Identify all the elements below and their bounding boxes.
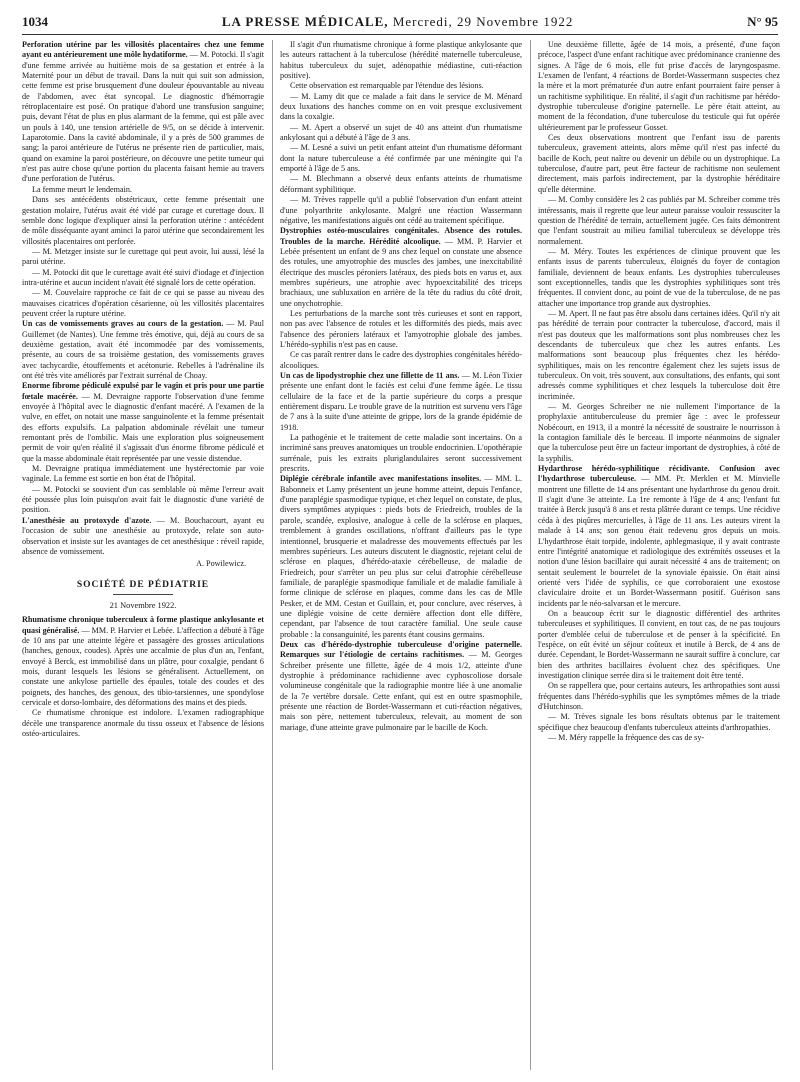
issue-date: Mercredi, 29 Novembre 1922 <box>392 14 574 29</box>
paragraph-text: — M. Potocki. Il s'agit d'une femme arrivée au huitième mois de sa gestation et entrée à la Maternité pour un début de travail. Dans la nuit qui suit son admission, cette femme est prise brusquement d'une douleur épouvantable au niveau de l'abdomen, avec état syncopal. Le diagnostic d'hémorragie rétroplacentaire est posé. On pratique d'abord une transfusion sanguine; puis, devant l'état de plus en plus alarmant de la femme, qui est pâle avec un pouls à 140, une tension artérielle de 9/5, on se décide à intervenir. Laparotomie. Dans la cavité abdominale, il y a près de 500 grammes de sang; la paroi antérieure de l'utérus ne présente rien de particulier, mais, quand on examine la paroi postérieure, on découvre une petite tumeur qui n'est pas autre chose qu'une portion du placenta faisant hernie au travers d'une perforation de l'utérus. <box>22 50 264 184</box>
paragraph-heading: Un cas de vomissements graves au cours de la gestation. <box>22 319 224 329</box>
paragraph-heading: Enorme fibrome pédiculé expulsé par le vagin et pris pour une partie fœtale macérée. <box>22 381 264 401</box>
paragraph <box>280 371 522 433</box>
paragraph-heading: Un cas de lipodystrophie chez une fillette de 11 ans. <box>280 371 460 380</box>
paragraph: Une deuxième fillette, âgée de 14 mois, a présenté, d'une façon précoce, l'aspect d'une enfant rachitique avec prédominance cranienne des signes. A l'âge de 6 mois, elle fut prise d'accès de laryngospasme. L'examen de l'enfant, 4 réactions de Bordet-Wassermann suspectes chez la mère et la mort prématurée d'un autre enfant pourraient faire penser à un rachitisme syphilitique. En réalité, il s'agit d'un rachitisme par hérédo-dystrophie tuberculeuse d'origine paternelle. Le père était atteint, au moment de la fécondation, d'une tuberculose du testicule qui fut opérée ultérieurement par le professeur Gosset. <box>538 40 780 132</box>
paragraph: — M. Apert. Il ne faut pas être absolu dans certaines idées. Qu'il n'y ait pas hérédité de terrain pour contracter la tuberculose, d'accord, mais il n'est pas douteux que les malformations sont plus nombreuses chez les descendants de tuberculeux que chez les autres enfants. Les malformations sont beaucoup plus fréquentes chez les hérédo-syphilitiques, mais on les rencontre également chez les sujets issus de tuberculeux. On voit, très souvent, aux consultations, des enfants, qui sont adressés comme syphilitiques et chez lesquels la tuberculose doit être incriminée. <box>538 308 780 401</box>
paragraph: On a beaucoup écrit sur le diagnostic différentiel des arthrites tuberculeuses et syphilitiques. Il convient, en tout cas, de ne pas toujours porter d'emblée celui de tuberculose et de penser à la spécificité. En l'espèce, on eût évité un séjour coûteux et inutile à Berck, de 4 ans de durée. Cependant, le Bordet-Wassermann ne saurait suffire à conclure, car bien des arthrites bacillaires évoluent chez des spécifiques. Une investigation clinique serrée dira si le traitement doit être tenté. <box>538 608 780 680</box>
header-rule <box>22 34 778 35</box>
paragraph-heading: L'anesthésie au protoxyde d'azote. <box>22 515 152 525</box>
paragraph-text: — MM. P. Harvier et Lebée. L'affection a débuté à l'âge de 10 ans par une atteinte légère et passagère des grosses articulations (hanches, genoux, coudes). Après une accalmie de plus d'un an, l'enfant, envoyé à Berck, est immobilisé dans un plâtre, pour coxalgie, pendant 6 mois, durant lesquels les lésions se généralisent. Actuellement, on constate une ankylose partielle des épaules, totale des coudes et des poignets, des hanches, des genoux, des tibio-tarsiennes, une spondylose cervicale et dorso-lombaire, des déformations des mains et des pieds. <box>22 625 264 707</box>
paragraph-heading: Hydarthrose hérédo-syphilitique récidivante. Confusion avec l'hydarthrose tuberculeuse. <box>538 464 780 484</box>
column-separator <box>272 40 273 1070</box>
column-separator <box>530 40 531 1070</box>
paragraph-heading: Diplégie cérébrale infantile avec manifestations insolites. <box>280 474 482 484</box>
paragraph: — M. Méry. Toutes les expériences de clinique prouvent que les enfants issus de parents tuberculeux, éloignés du foyer de contagion familiale, deviennent de beaux enfants. Les dystrophies tuberculeuses sont exceptionnelles, tandis que les dystrophies syphilitiques sont très fréquentes. Il convient donc, au point de vue de la tuberculose, de ne pas attacher une importance trop grande aux dystrophies. <box>538 246 780 308</box>
paragraph: La pathogénie et le traitement de cette maladie sont incertains. On a incriminé sans preuves anatomiques un trouble endocrinien. L'opothérapie surrénale, puis les extraits pluriglandulaires seront successivement prescrits. <box>280 433 522 474</box>
paragraph: Ces deux observations montrent que l'enfant issu de parents tuberculeux, gravement atteints, alors même qu'il n'est pas infecté du bacille de Koch, peut naître ou devenir un débile ou un dystrophique. La tuberculose, d'autre part, peut être facteur de rachitisme non seulement directement, mais parfois indirectement, par la dystrophie héréditaire qu'elle détermine. <box>538 133 780 194</box>
paragraph: — M. Trèves rappelle qu'il a publié l'observation d'un enfant atteint d'une polyarthrite ankylosante. Malgré une réaction Wassermann négative, les manifestations aiguës ont cédé au traitement spécifique. <box>280 195 522 225</box>
paragraph: Cette observation est remarquable par l'étendue des lésions. <box>290 81 484 91</box>
paragraph: — M. Comby considère les 2 cas publiés par M. Schreiber comme très intéressants, mais il regrette que leur auteur paraisse vouloir ressusciter la question de l'hérédité de terrain, actuellement jugée. Ces faits démontrent que l'enfant soustrait au milieu familial tuberculeux se développe très normalement. <box>538 195 780 246</box>
paragraph-text: — M. Paul Guillemet (de Nantes). Une femme très émotive, qui, déjà au cours de sa deuxième gestation, avait été incommodée par des vomissements, présente, au cours de sa troisième gestation, des vomissements graves avec tachycardie, étouffements et acétonurie. Rebelles à l'adrénaline ils ont été très vite améliorés par l'extrait surrénal de Choay. <box>22 319 264 380</box>
paragraph: — M. Couvelaire rapproche ce fait de ce qui se passe au niveau des mauvaises cicatrices d'opération césarienne, où les villosités placentaires peuvent créer la rupture utérine. <box>22 288 264 318</box>
journal-name: LA PRESSE MÉDICALE, <box>221 14 389 29</box>
paragraph: — M. Trèves signale les bons résultats obtenus par le traitement spécifique chez beaucoup d'enfants tuberculeux atteints d'arthropathies. <box>538 712 780 732</box>
paragraph-text: — M. Georges Schreiber présente une fillette, âgée de 4 mois 1/2, atteinte d'une dystrophie à prédominance rachidienne avec cyphoscoliose dorsale volumineuse congénitale que la radiographie montre liée à une anomalie de la 7e vertèbre dorsale. Cette enfant, qui est en outre spasmophile, présente une réaction de Bordet-Wassermann et cuti-réaction négatives, mais son père, nettement tuberculeux, relevait, au moment de son mariage, d'une atteinte grave pulmonaire par le bacille de Koch. <box>280 650 522 732</box>
paragraph <box>22 40 264 185</box>
journal-title <box>222 14 574 30</box>
paragraph: Ce rhumatisme chronique est indolore. L'examen radiographique décèle une transparence anormale du tissu osseux et l'absence de lésions ostéo-articulaires. <box>22 708 264 738</box>
author-signature: A. Powilewicz. <box>196 559 246 569</box>
section-rule <box>113 594 173 595</box>
paragraph: Les perturbations de la marche sont très curieuses et sont en rapport, non pas avec l'absence de rotules et les difformités des pieds, mais avec l'absence des péroniers latéraux et l'amyotrophie globale des jambes. L'hérédo-syphilis n'est pas en cause. <box>280 308 522 349</box>
column-2 <box>280 40 522 1076</box>
paragraph-heading: Deux cas d'hérédo-dystrophie tuberculeuse d'origine paternelle. Remarques sur l'étiologie de certains rachitismes. <box>280 639 522 660</box>
paragraph <box>22 319 264 381</box>
paragraph-heading: Dystrophies ostéo-musculaires congénitales. Absence des rotules. Troubles de la marche. Hérédité alcoolique. <box>280 226 522 246</box>
paragraph: La femme meurt le lendemain. <box>32 184 132 194</box>
paragraph-text: — MM. P. Harvier et Lebée présentent un enfant de 9 ans chez lequel on constate une absence des rotules, une amyotrophie des muscles des jambes, une inexcitabilité électrique des muscles péroniers latéraux, des pieds bots en varus et, aux membres supérieurs, une atrophie avec hypoexcitabilité des triceps brachiaux, une subluxation en arrière de la tête du radius du côté droit, une onychotrophie. <box>280 236 522 308</box>
paragraph <box>280 226 522 309</box>
paragraph <box>538 464 780 609</box>
paragraph: Il s'agit d'un rhumatisme chronique à forme plastique ankylosante que les auteurs rattachent à la tuberculose (hérédité maternelle tuberculeuse, habitus tuberculeux du sujet, adénopathie médiastine, cuti-réaction positive). <box>280 40 522 81</box>
page-number: 1034 <box>22 14 48 29</box>
paragraph: On se rappellera que, pour certains auteurs, les arthropathies sont aussi fréquentes dans l'hérédo-syphilis que les symptômes mêmes de la triade d'Hutchinson. <box>538 681 780 711</box>
paragraph: — M. Georges Schreiber ne nie nullement l'importance de la prophylaxie antituberculeuse du premier âge : avec le professeur Nobécourt, en 1913, il a montré la nécessité de soustraire le nourrisson à la contagion familiale dès le berceau. Il importe néanmoins de signaler que la tuberculose peut être un facteur important de dystrophies, à côté de la syphilis. <box>538 402 780 463</box>
paragraph <box>280 474 522 640</box>
paragraph-heading: Perforation utérine par les villosités placentaires chez une femme ayant eu antérieurement une môle hydatiforme. <box>22 40 264 60</box>
paragraph-text: — M. Léon Tixier présente une enfant dont le faciès est celui d'une femme âgée. Le tissu cellulaire de la face et de la partie supérieure du corps a presque entièrement disparu. Le trouble grave de la nutrition est survenu vers l'âge de 7 ans à la suite d'une atteinte de grippe, lors de la grande épidémie de 1918. <box>280 371 522 432</box>
paragraph: — M. Potocki dit que le curettage avait été suivi d'iodage et d'injection intra-utérine et aucun incident n'avait été signalé lors de cette opération. <box>22 267 264 287</box>
paragraph: Ce cas paraît rentrer dans le cadre des dystrophies congénitales hérédo-alcooliques. <box>280 350 522 370</box>
paragraph-text: — M. Bouchacourt, ayant eu l'occasion de subir une anesthésie au protoxyde, relate son auto-observation et insiste sur les avantages de cet anesthésique : réveil rapide, absence de vomissement. <box>22 515 264 556</box>
running-header <box>22 14 778 34</box>
issue-number: N° 95 <box>747 14 778 29</box>
paragraph: — M. Lamy dit que ce malade a fait dans le service de M. Ménard deux luxations des hanches comme on en voit presque exclusivement dans la coxalgie. <box>280 91 522 122</box>
paragraph-text: — MM. L. Babonneix et Lamy présentent un jeune homme atteint, depuis l'enfance, d'une paraplégie spasmodique typique, et chez lequel on constate, de plus, divers symptômes atypiques : pieds bots de Friedreich, troubles de la parole, scandée, explosive, analogue à celle de la sclérose en plaques, tremblement à grandes oscillations, n'offrant d'ailleurs pas le type intentionnel, brusquerie et maladresse des mouvements effectués par les membres supérieurs. Les auteurs discutent le diagnostic, rejetant celui de sclérose en plaques, d'hérédo-ataxie cérébelleuse, de maladie de Friedreich, pour s'arrêter un peu plus sur celui d'atrophie cérébelleuse familiale, de paraplégie spasmodique familiale et de maladie familiale à forme clinique de sclérose en plaques, comme dans les cas de Mlle Pesker, et de MM. Cestan et Guillain, et, pour conclure, avec réserves, à une diplégie voisine de cette dernière affection dont elle diffère, cependant, par l'absence de tout caractère familial. Une seule cause probable : la consanguinité, les parents étant cousins germains. <box>280 474 522 639</box>
paragraph <box>22 381 264 464</box>
session-date: 21 Novembre 1922. <box>109 600 177 610</box>
column-3 <box>538 40 780 1076</box>
paragraph <box>22 615 264 708</box>
paragraph: — M. Lesné a suivi un petit enfant atteint d'un rhumatisme déformant dont la nature tuberculeuse a été confirmée par une méningite qui l'a emporté à l'âge de 5 ans. <box>280 143 522 174</box>
paragraph-text: — M. Devraigne rapporte l'observation d'une femme envoyée à l'hôpital avec le diagnostic d'enfant macéré. A l'examen de la vulve, en effet, on notait une masse sanguinolente et la femme présentait des efforts expulsifs. La palpation abdominale révélait une tumeur remontant près de l'ombilic. Mais une exploration plus soigneusement permit de voir qu'en réalité il s'agissait d'un énorme fibrome pédiculé et que la masse abdominale était représentée par une vessie distendue. <box>22 391 264 463</box>
paragraph <box>22 516 264 557</box>
paragraph: M. Devraigne pratiqua immédiatement une hystérectomie par voie vaginale. La femme est sortie en bon état de l'hôpital. <box>22 464 264 484</box>
paragraph: — M. Méry rappelle la fréquence des cas de sy- <box>548 733 705 743</box>
paragraph-heading: Rhumatisme chronique tuberculeux à forme plastique ankylosante et quasi généralisé. <box>22 615 264 635</box>
paragraph: — M. Blechmann a observé deux enfants atteints de rhumatisme déformant syphilitique. <box>280 174 522 194</box>
section-title: SOCIÉTÉ DE PÉDIATRIE <box>76 579 210 590</box>
column-1 <box>22 40 264 1076</box>
paragraph: — M. Potocki se souvient d'un cas semblable où même l'erreur avait été poussée plus loin puisqu'on avait fait le diagnostic d'une variété de position. <box>22 484 264 515</box>
paragraph <box>280 640 522 733</box>
paragraph: — M. Apert a observé un sujet de 40 ans atteint d'un rhumatisme ankylosant qui a débuté à l'âge de 3 ans. <box>280 122 522 143</box>
paragraph-text: — MM. Pr. Merklen et M. Minvielle montrent une fillette de 14 ans présentant une hydarthrose du genou droit. Il s'agit d'une 3e atteinte. La 1re remonte à l'âge de 4 ans; l'enfant fut traitée à Berck jusqu'à 8 ans et resta plâtrée durant ce temps. Une récidive céda à des piqûres mercurielles, à l'âge de 11 ans. Les auteurs virent la malade à 14 ans; son genou était redevenu gros depuis un mois. L'hydarthrose était torpide, indolente, aphlegmasique, il y avait contraste entre l'intégrité anatomique et radiologique des extrémités osseuses et la notion d'une lésion bacillaire qui aurait nécessité 4 ans de traitement; on sentait seulement le bourrelet de la synoviale épaissie. On était ainsi orienté vers l'idée de syphilis, ce que corroboraient une exostose claviculaire droite et un Bordet-Wassermann positif. Guérison sans incidents par le néo-salvarsan et le mercure. <box>538 474 780 608</box>
paragraph: Dans ses antécédents obstétricaux, cette femme présentait une gestation molaire, l'utérus avait été vidé par curage et curettage doux. Il semble donc logique d'expliquer ainsi la perforation utérine : antécédent de môle disséquante ayant aminci la paroi utérine que secondairement les villosités placentaires ont perforée. <box>22 195 264 246</box>
paragraph: — M. Metzger insiste sur le curettage qui peut avoir, lui aussi, lésé la paroi utérine. <box>22 246 264 267</box>
